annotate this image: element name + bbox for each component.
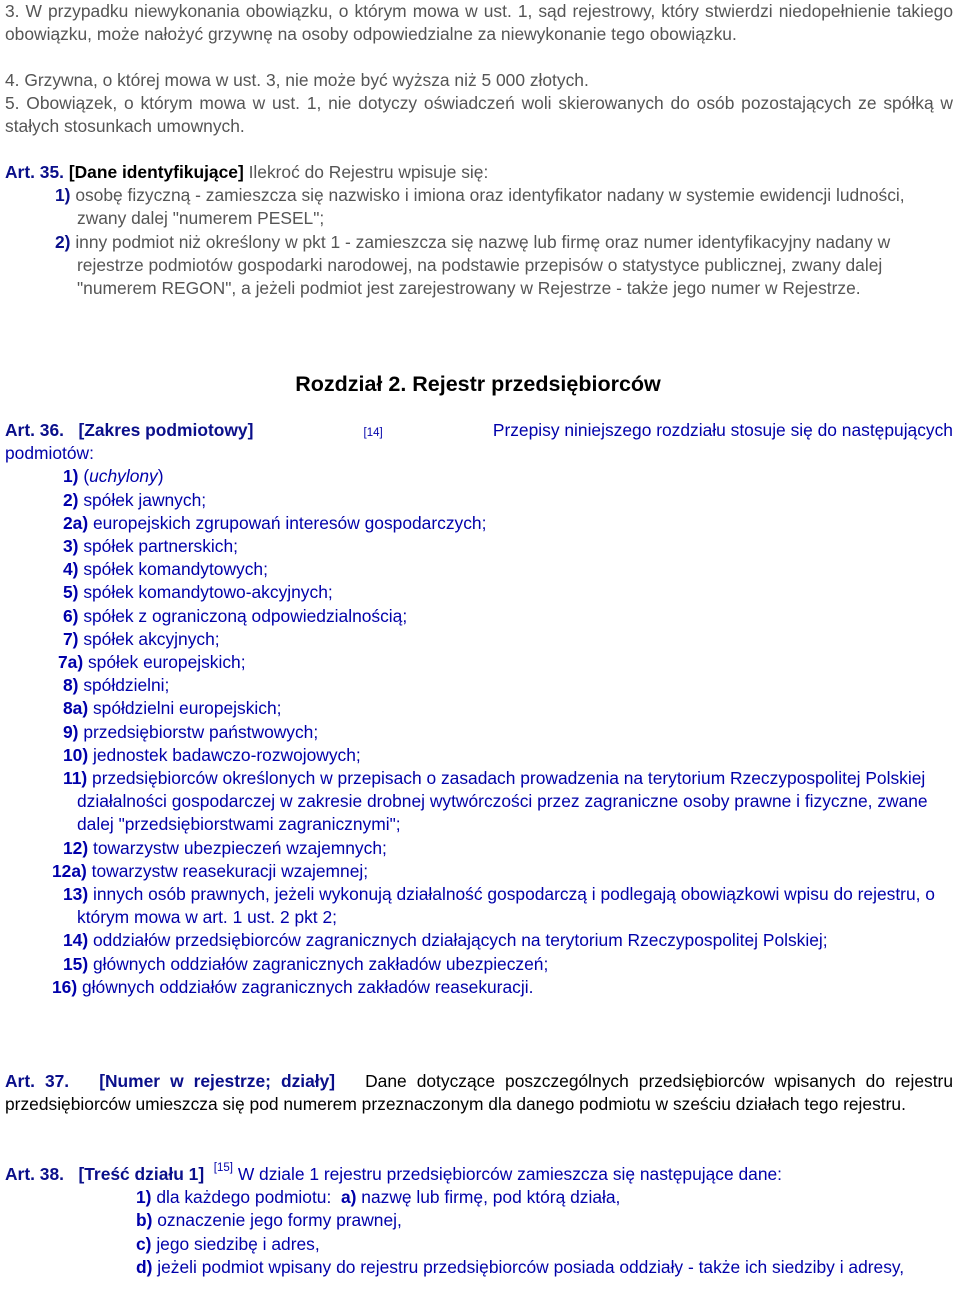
article-36-item: 12a) towarzystw reasekuracji wzajemnej; bbox=[52, 860, 369, 881]
article-36-item: 8) spółdzielni; bbox=[63, 675, 170, 696]
article-36-item: 14) oddziałów przedsiębiorców zagranicznych działających na terytorium Rzeczypospolitej Polskiej; bbox=[63, 930, 828, 951]
article-36-heading: [Zakres podmiotowy] bbox=[78, 420, 254, 440]
article-36-intro-cont: podmiotów: bbox=[5, 443, 94, 464]
article-36-item: 12) towarzystw ubezpieczeń wzajemnych; bbox=[63, 837, 387, 858]
article-36-item: 2a) europejskich zgrupowań interesów gospodarczych; bbox=[63, 512, 487, 533]
article-37-text: Dane dotyczące poszczególnych przedsiębiorców wpisanych do rejestru przedsiębiorców umieszcza się pod numerem przeznaczonym dla danego podmiotu w sześciu działach tego rejestru. bbox=[5, 1071, 953, 1115]
footnote-15: [15] bbox=[213, 1162, 233, 1174]
chapter-title: Rozdział 2. Rejestr przedsiębiorców bbox=[295, 372, 661, 396]
article-36-number: Art. 36. bbox=[5, 420, 64, 440]
article-38-sub-item: b) oznaczenie jego formy prawnej, bbox=[136, 1210, 402, 1231]
article-36-item: 1) (uchylony) bbox=[63, 466, 164, 487]
article-36-list bbox=[5, 489, 953, 999]
article-38-heading: [Treść działu 1] bbox=[78, 1164, 205, 1184]
article-37-number: Art. 37. bbox=[5, 1071, 70, 1091]
article-35-item: 2) inny podmiot niż określony w pkt 1 - zamieszcza się nazwę lub firmę oraz numer identyfikacyjny nadany w rejestrze podmiotów gospodarki narodowej, na podstawie przepisów o statystyce publicznej, zwany dalej "numerem REGON", a jeżeli podmiot jest zarejestrowany w Rejestrze - także jego numer w Rejestrze. bbox=[55, 231, 891, 299]
article-38-intro: W dziale 1 rejestru przedsiębiorców zamieszcza się następujące dane: bbox=[237, 1164, 783, 1184]
article-36-item: 8a) spółdzielni europejskich; bbox=[63, 698, 282, 719]
article-37 bbox=[5, 1070, 953, 1116]
article-36-item: 9) przedsiębiorstw państwowych; bbox=[63, 721, 319, 742]
article-35-number: Art. 35. bbox=[5, 162, 64, 182]
article-35 bbox=[5, 161, 953, 300]
article-36-item: 7) spółek akcyjnych; bbox=[63, 628, 220, 649]
article-36-item: 4) spółek komandytowych; bbox=[63, 559, 268, 580]
article-36-item: 13) innych osób prawnych, jeżeli wykonują działalność gospodarczą i podlegają obowiązkowi wpisu do rejestru, o którym mowa w art. 1 ust. 2 pkt 2; bbox=[63, 884, 935, 928]
article-36-item: 11) przedsiębiorców określonych w przepisach o zasadach prowadzenia na terytorium Rzeczypospolitej Polskiej działalności gospodarczej w zakresie drobnej wytwórczości przez zagraniczne osoby prawne i fizyczne, zwane dalej "przedsiębiorstwami zagranicznymi"; bbox=[63, 768, 928, 835]
article-38-sub-item: d) jeżeli podmiot wpisany do rejestru przedsiębiorców posiada oddziały - także ich siedziby i adresy, bbox=[136, 1256, 905, 1277]
article-36-intro: Przepisy niniejszego rozdziału stosuje się do następujących bbox=[492, 420, 953, 440]
paragraph-5: 5. Obowiązek, o którym mowa w ust. 1, nie dotyczy oświadczeń woli skierowanych do osób pozostających ze spółką w stałych stosunkach umownych. bbox=[5, 93, 953, 137]
article-36-item: 15) głównych oddziałów zagranicznych zakładów ubezpieczeń; bbox=[63, 953, 549, 974]
article-38-item-1: 1) dla każdego podmiotu: a) nazwę lub firmę, pod którą działa, bbox=[136, 1187, 621, 1208]
article-35-intro: Ilekroć do Rejestru wpisuje się: bbox=[248, 162, 489, 182]
article-36-item: 5) spółek komandytowo-akcyjnych; bbox=[63, 582, 333, 603]
paragraph-3: 3. W przypadku niewykonania obowiązku, o którym mowa w ust. 1, sąd rejestrowy, który stwierdzi niedopełnienie takiego obowiązku, może nałożyć grzywnę na osoby odpowiedzialne za niewykonanie tego obowiązku. bbox=[5, 1, 953, 45]
article-35-item: 1) osobę fizyczną - zamieszcza się nazwisko i imiona oraz identyfikator nadany w systemie ewidencji ludności, zwany dalej "numerem PESEL"; bbox=[55, 185, 905, 229]
paragraph-4: 4. Grzywna, o której mowa w ust. 3, nie może być wyższa niż 5 000 złotych. bbox=[5, 70, 589, 90]
article-35-heading: [Dane identyfikujące] bbox=[68, 162, 244, 182]
article-38-number: Art. 38. bbox=[5, 1164, 64, 1184]
article-36-item: 2) spółek jawnych; bbox=[63, 489, 207, 510]
article-38-sub-item: c) jego siedzibę i adres, bbox=[136, 1233, 320, 1254]
article-36: Art. 36. [Zakres podmiotowy] [14] Przepisy niniejszego rozdziału stosuje się do następujących podmiotów: 1) (uchylony) 2) spółek jawnych; 2a) europejskich zgrupowań interesów gospodarczych; 3) spółek partnerskich; 4) spółek komandytowych; 5) spółek komandytowo-akcyjnych; 6) spółek z ograniczoną odpowiedzialnością; 7) spółek akcyjnych; 7a) spółek europejskich; 8) spółdzielni; 8a) spółdzielni europejskich; 9) przedsiębiorstw państwowych; 10) jednostek badawczo-rozwojowych; 11) przedsiębiorców określonych w przepisach o zasadach prowadzenia na terytorium Rzeczypospolitej Polskiej działalności gospodarczej w zakresie drobnej wytwórczości przez zagraniczne osoby prawne i fizyczne, zwane dalej "przedsiębiorstwami zagranicznymi"; 12) towarzystw ubezpieczeń wzajemnych; 12a) towarzystw reasekuracji wzajemnej; 13) innych osób prawnych, jeżeli wykonują działalność gospodarczą i podlegają obowiązkowi wpisu do rejestru, o którym mowa w art. 1 ust. 2 pkt 2; 14) oddziałów przedsiębiorców zagranicznych działających na terytorium Rzeczypospolitej Polskiej; 15) głównych oddziałów zagranicznych zakładów ubezpieczeń; 16) głównych oddziałów zagranicznych zakładów reasekuracji. bbox=[5, 419, 953, 999]
article-38 bbox=[5, 1163, 953, 1279]
article-36-item: 16) głównych oddziałów zagranicznych zakładów reasekuracji. bbox=[52, 976, 534, 997]
article-36-item: 7a) spółek europejskich; bbox=[58, 652, 246, 673]
article-37-heading: [Numer w rejestrze; działy] bbox=[99, 1071, 336, 1091]
article-36-item: 10) jednostek badawczo-rozwojowych; bbox=[63, 744, 361, 765]
article-36-item: 3) spółek partnerskich; bbox=[63, 536, 238, 557]
article-36-item: 6) spółek z ograniczoną odpowiedzialnością; bbox=[63, 605, 408, 626]
